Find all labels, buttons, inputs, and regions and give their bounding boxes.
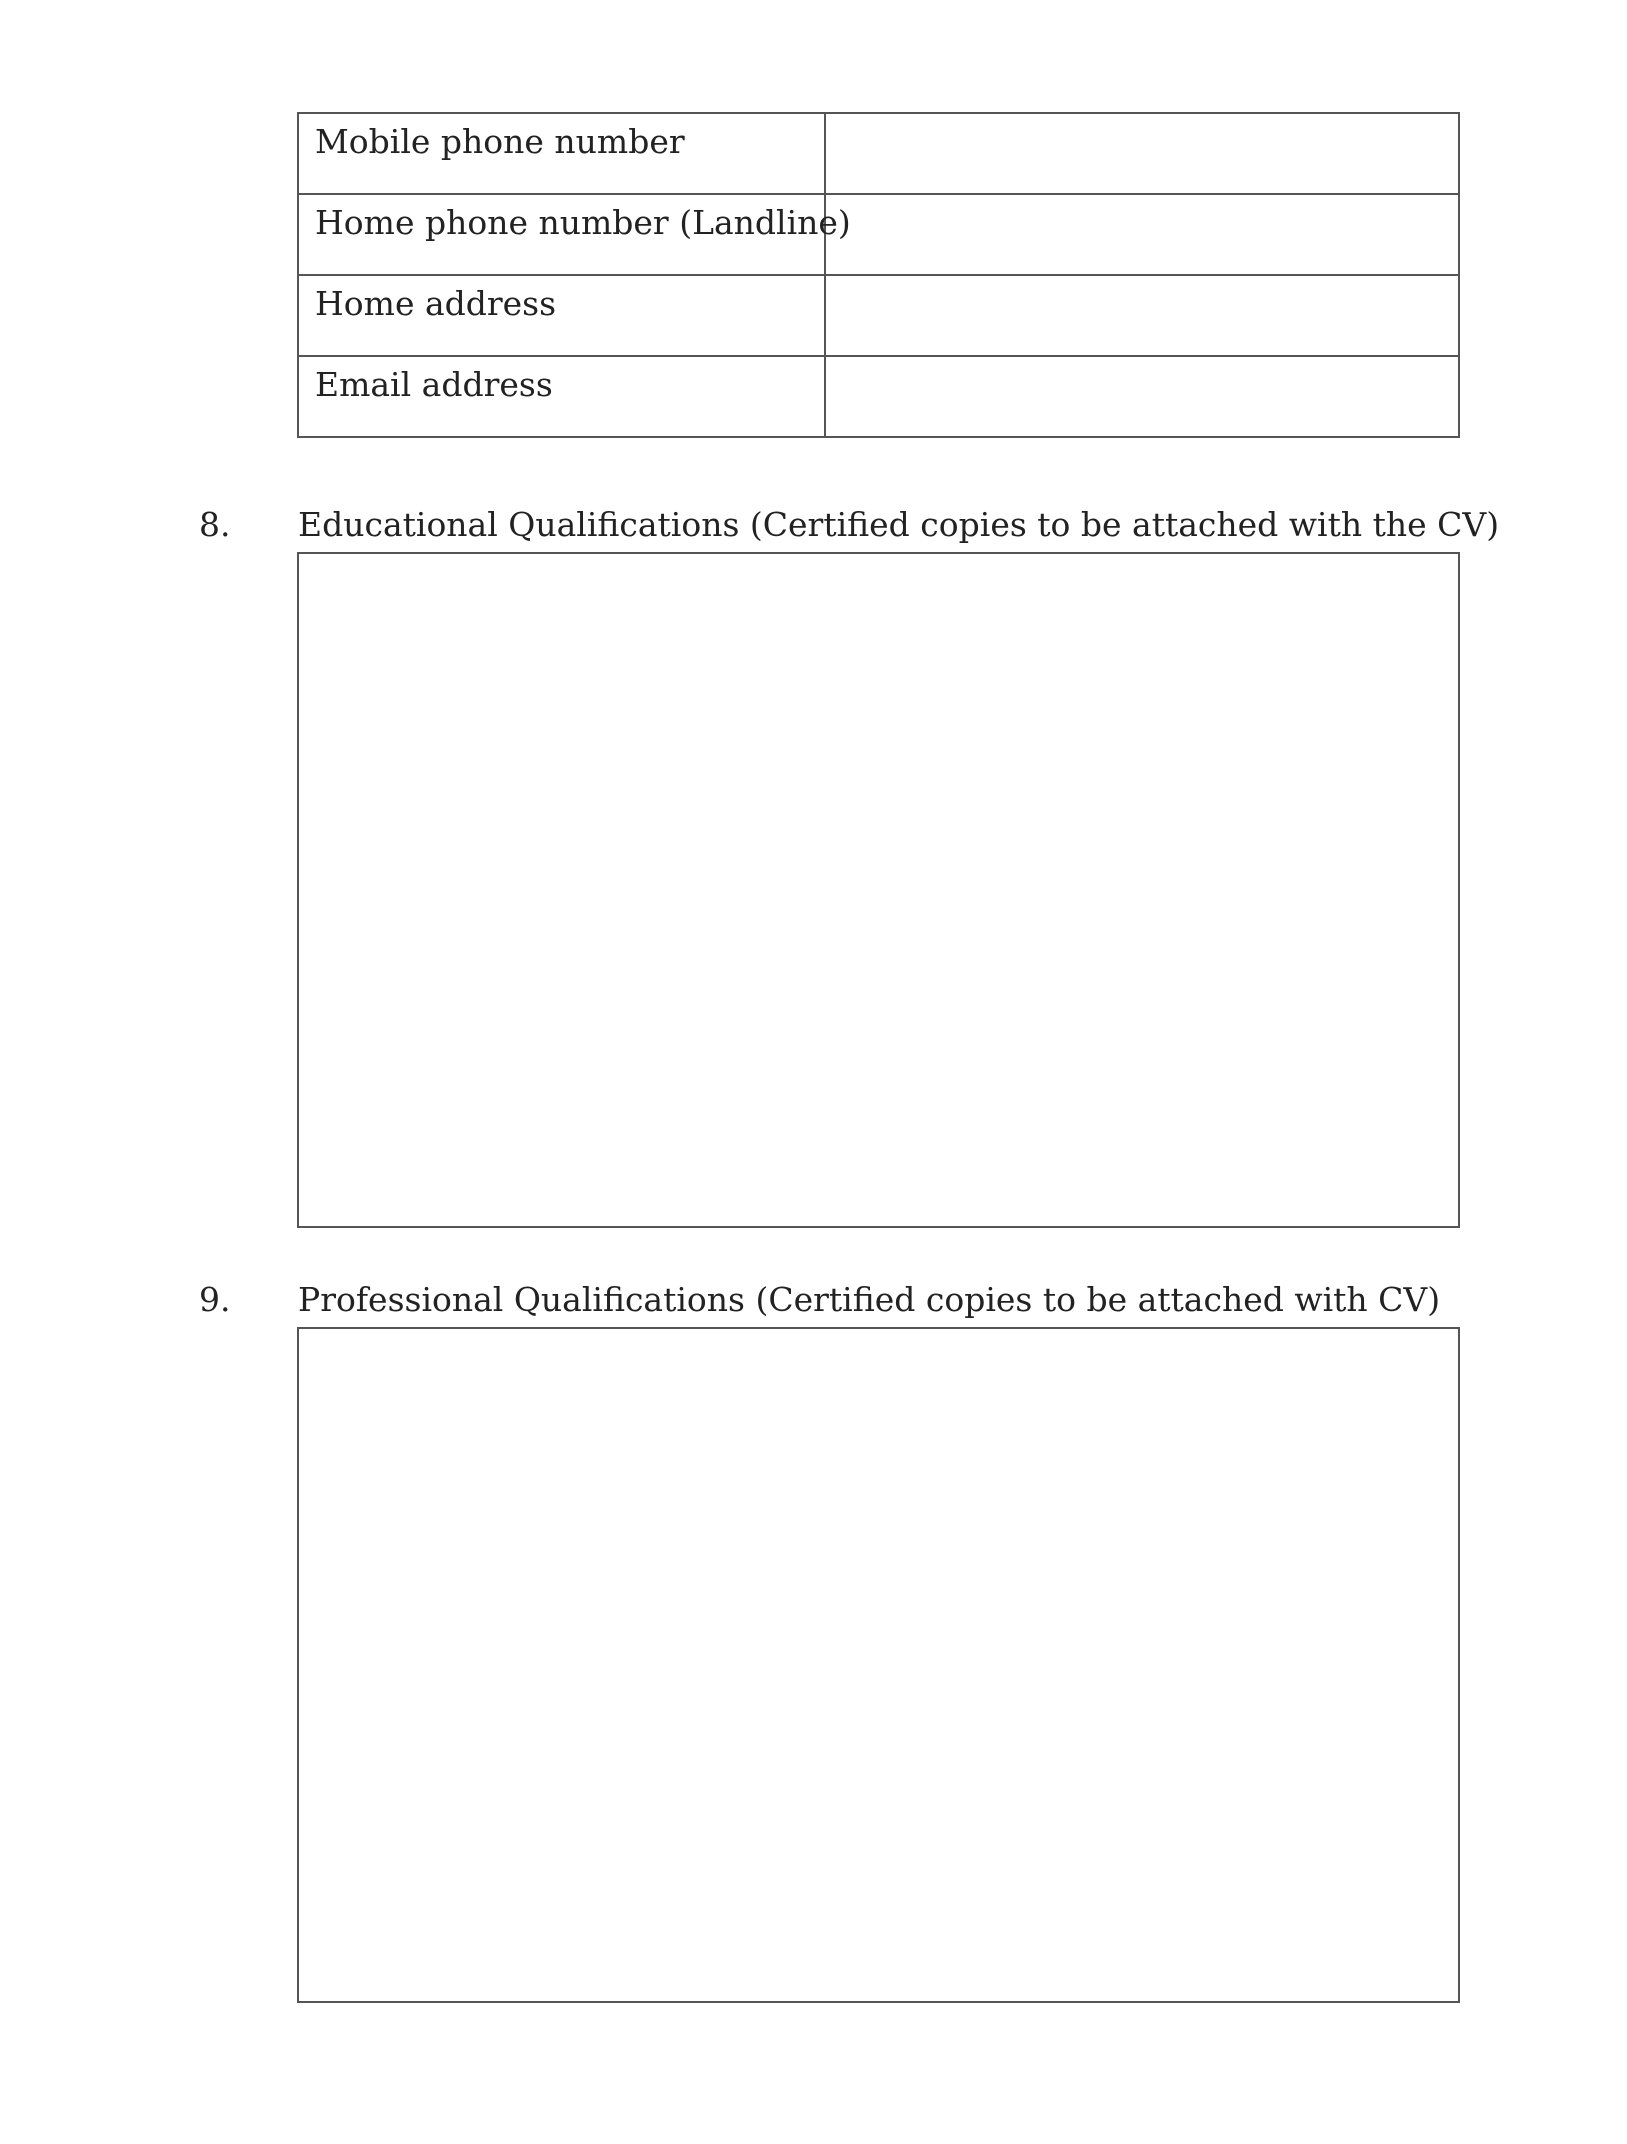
- home-address-value: [826, 276, 1458, 284]
- contact-details-table: [297, 112, 1460, 438]
- educational-qualifications-box[interactable]: [297, 552, 1460, 1228]
- mobile-phone-label-cell: [298, 113, 825, 194]
- home-address-label-cell: [298, 275, 825, 356]
- email-address-label-cell: [298, 356, 825, 437]
- email-address-label: Email address: [315, 365, 553, 404]
- home-phone-value-cell[interactable]: [825, 194, 1459, 275]
- home-phone-label-cell: [298, 194, 851, 275]
- section-8-heading: Educational Qualifications (Certified copies to be attached with the CV): [298, 505, 1500, 544]
- table-row-email-address: [298, 356, 1459, 437]
- home-address-value-cell[interactable]: [825, 275, 1459, 356]
- mobile-phone-value-cell[interactable]: [825, 113, 1459, 194]
- table-row-mobile-phone: [298, 113, 1459, 194]
- home-phone-value: [826, 195, 1458, 203]
- professional-qualifications-content: [299, 1329, 1458, 1337]
- section-9-heading: Professional Qualifications (Certified copies to be attached with CV): [298, 1280, 1441, 1319]
- mobile-phone-label: Mobile phone number: [315, 122, 685, 161]
- email-address-value: [826, 357, 1458, 365]
- home-phone-label: Home phone number (Landline): [315, 203, 851, 242]
- email-address-value-cell[interactable]: [825, 356, 1459, 437]
- section-8-number: 8.: [199, 505, 231, 544]
- home-address-label: Home address: [315, 284, 557, 323]
- table-row-home-phone: [298, 194, 1459, 275]
- professional-qualifications-box[interactable]: [297, 1327, 1460, 2003]
- educational-qualifications-content: [299, 554, 1458, 562]
- table-row-home-address: [298, 275, 1459, 356]
- section-9-number: 9.: [199, 1280, 231, 1319]
- mobile-phone-value: [826, 114, 1458, 122]
